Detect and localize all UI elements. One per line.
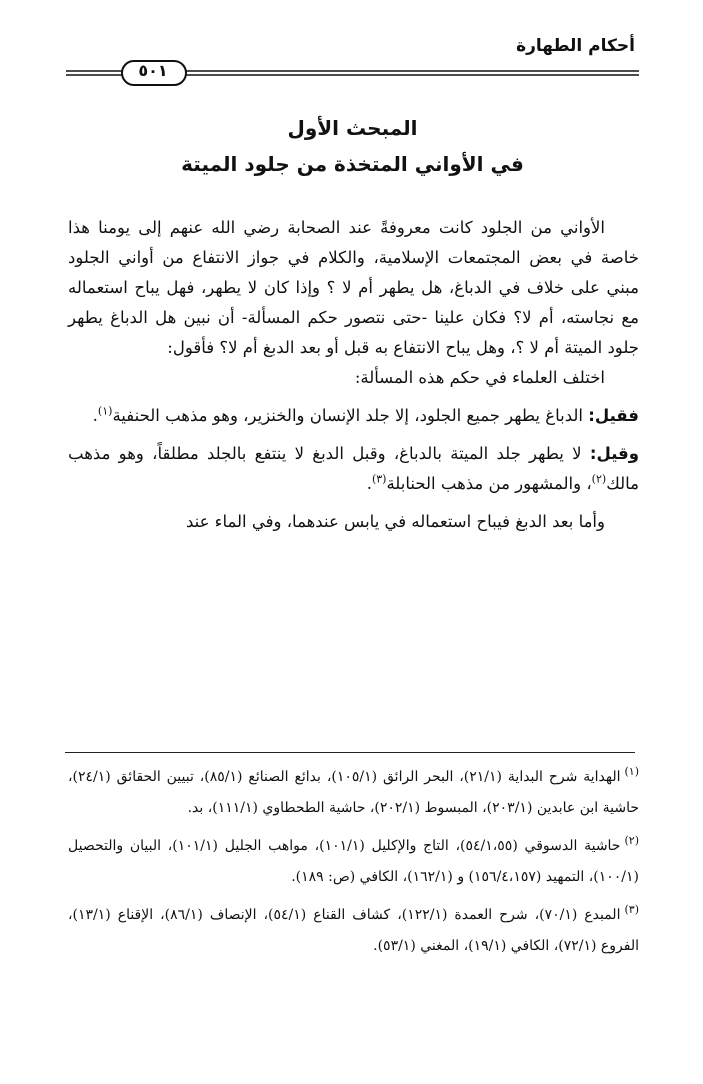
footnote-3 — [68, 900, 639, 962]
footnote-text: المبدع (٧٠/١)، شرح العمدة (١٢٢/١)، كشاف القناع (٥٤/١)، الإنصاف (٨٦/١)، الإقناع (١٣/١)، الفروع (٧٢/١)، الكافي (١٩/١)، المغني (٥٣/١). — [68, 907, 639, 954]
sentence-end: . — [366, 474, 372, 493]
page-number: ٥٠١ — [138, 61, 168, 80]
footnotes — [68, 762, 639, 962]
paragraph-opinion-hanafi — [68, 401, 639, 431]
opinion-lead: وقيل: — [589, 444, 639, 463]
opinion-text-cont: ، والمشهور من مذهب الحنابلة — [386, 474, 592, 493]
footnote-text: الهداية شرح البداية (٢١/١)، البحر الرائق (١٠٥/١)، بدائع الصنائع (٨٥/١)، تبيين الحقائق (٢٤/١)، حاشية ابن عابدين (٢٠٣/١)، المبسوط (٢٠٢/١)، حاشية الطحطاوي (١١١/١)، بد. — [68, 769, 639, 816]
footnote-number: (٢) — [624, 834, 639, 848]
footnote-separator — [65, 752, 635, 753]
paragraph-opinion-maliki — [68, 439, 639, 499]
main-text — [68, 213, 639, 537]
footnote-text: حاشية الدسوقي (٥٤/١،٥٥)، التاج والإكليل (١٠١/١)، مواهب الجليل (١٠١/١)، البيان والتحصيل (١٠٠/١)، التمهيد (١٥٦/٤،١٥٧) و (١٦٢/١)، الكافي (ص: ١٨٩). — [68, 838, 639, 885]
opinion-text: لا يطهر جلد الميتة بالدباغ، وقبل الدبغ لا ينتفع بالجلد مطلقاً، وهو مذهب مالك — [68, 444, 639, 493]
sentence-end: . — [92, 406, 98, 425]
paragraph-intro: الأواني من الجلود كانت معروفةً عند الصحابة رضي الله عنهم إلى يومنا هذا خاصة في بعض المجتمعات الإسلامية، والكلام في جواز الانتفاع من أواني الجلود مبني على خلاف في الدباغ، هل يطهر أم لا ؟ وإذا كان لا يطهر، فهل يباح استعماله مع نجاسته، أم لا؟ فكان علينا -حتى نتصور حكم المسألة- أن نبين هل الدباغ يطهر جلود الميتة أم لا ؟، وهل يباح الانتفاع به قبل أو بعد الدبغ أم لا؟ فأقول: — [68, 218, 639, 357]
opinion-lead: فقيل: — [588, 406, 639, 425]
footnote-2 — [68, 831, 639, 893]
footnote-ref-2[interactable]: (٢) — [591, 472, 607, 486]
running-title: أحكام الطهارة — [516, 36, 635, 56]
footnote-ref-1[interactable]: (١) — [97, 404, 113, 418]
paragraph-continuation: وأما بعد الدبغ فيباح استعماله في يابس عندهما، وفي الماء عند — [185, 512, 605, 531]
section-heading: المبحث الأول — [287, 116, 418, 140]
section-subheading: في الأواني المتخذة من جلود الميتة — [181, 152, 524, 176]
opinion-text: الدباغ يطهر جميع الجلود، إلا جلد الإنسان والخنزير، وهو مذهب الحنفية — [112, 406, 589, 425]
paragraph-disagreement: اختلف العلماء في حكم هذه المسألة: — [354, 368, 605, 387]
footnote-number: (١) — [624, 765, 639, 779]
footnote-1 — [68, 762, 639, 824]
footnote-ref-3[interactable]: (٣) — [371, 472, 387, 486]
footnote-number: (٣) — [624, 903, 639, 917]
